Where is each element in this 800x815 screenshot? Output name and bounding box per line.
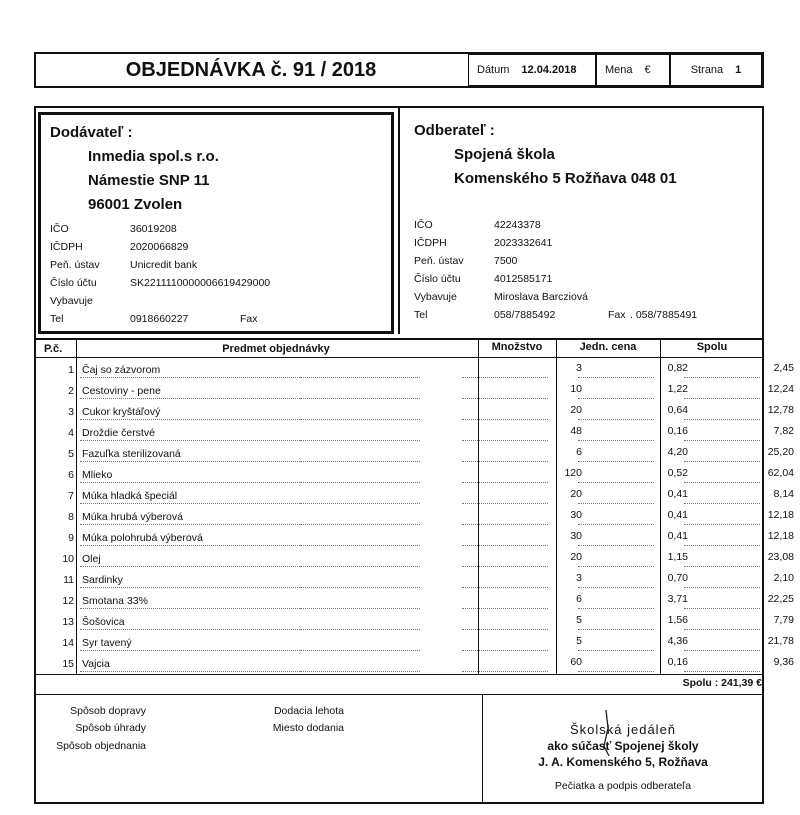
table-row <box>36 507 794 528</box>
row-dotted-rule <box>462 503 548 504</box>
row-dotted-rule <box>578 377 654 378</box>
row-name: Smotana 33% <box>82 595 148 607</box>
supplier-account: Číslo účtu SK2211110000006619429000 <box>50 277 271 289</box>
row-price: 1,15 <box>667 551 688 563</box>
row-dotted-rule <box>684 524 760 525</box>
row-qty: 30 <box>570 509 582 521</box>
customer-ico: IČO 42243378 <box>414 219 541 231</box>
row-qty: 10 <box>570 383 582 395</box>
row-num: 13 <box>62 616 74 628</box>
row-qty: 20 <box>570 551 582 563</box>
row-dotted-rule <box>684 377 760 378</box>
row-dotted-rule <box>684 671 760 672</box>
row-dotted-rule <box>578 671 654 672</box>
row-total: 9,36 <box>773 656 794 668</box>
col-item-header: Predmet objednávky <box>222 343 330 355</box>
place-label: Miesto dodania <box>272 722 344 734</box>
row-price: 1,56 <box>667 614 688 626</box>
row-num: 1 <box>68 364 74 376</box>
row-dotted-rule <box>684 440 760 441</box>
row-price: 0,16 <box>667 656 688 668</box>
row-dotted-rule <box>300 482 420 483</box>
row-dotted-rule <box>80 419 300 420</box>
customer-handler: Vybavuje Miroslava Barcziová <box>414 291 588 303</box>
row-qty: 120 <box>564 467 582 479</box>
table-row <box>36 465 794 486</box>
row-name: Syr tavený <box>82 637 132 649</box>
row-dotted-rule <box>300 629 420 630</box>
supplier-ico: IČO 36019208 <box>50 223 177 235</box>
row-dotted-rule <box>578 650 654 651</box>
row-dotted-rule <box>300 398 420 399</box>
row-name: Droždie čerstvé <box>82 427 155 439</box>
row-num: 10 <box>62 553 74 565</box>
table-row <box>36 360 794 381</box>
row-dotted-rule <box>80 482 300 483</box>
row-dotted-rule <box>684 398 760 399</box>
signature-mark <box>592 708 622 758</box>
row-dotted-rule <box>578 587 654 588</box>
row-num: 14 <box>62 637 74 649</box>
row-dotted-rule <box>300 461 420 462</box>
stamp-line-2: ako súčasť Spojenej školy <box>547 739 699 753</box>
row-dotted-rule <box>462 461 548 462</box>
row-dotted-rule <box>80 587 300 588</box>
row-dotted-rule <box>80 545 300 546</box>
row-price: 0,41 <box>667 488 688 500</box>
row-dotted-rule <box>300 419 420 420</box>
row-total: 21,78 <box>767 635 794 647</box>
row-price: 0,52 <box>667 467 688 479</box>
row-name: Vajcia <box>82 658 110 670</box>
row-dotted-rule <box>80 461 300 462</box>
row-dotted-rule <box>80 629 300 630</box>
row-qty: 5 <box>576 614 582 626</box>
row-dotted-rule <box>300 650 420 651</box>
row-dotted-rule <box>684 419 760 420</box>
row-total: 7,82 <box>773 425 794 437</box>
sum-label: Spolu : <box>682 677 719 689</box>
row-dotted-rule <box>462 545 548 546</box>
footer-divider <box>482 694 483 804</box>
supplier-title: Dodávateľ : <box>50 124 133 141</box>
row-qty: 48 <box>570 425 582 437</box>
row-dotted-rule <box>462 524 548 525</box>
row-dotted-rule <box>80 398 300 399</box>
row-dotted-rule <box>300 524 420 525</box>
row-qty: 6 <box>576 446 582 458</box>
currency-value: € <box>644 64 651 76</box>
table-row <box>36 654 794 675</box>
row-dotted-rule <box>684 545 760 546</box>
row-dotted-rule <box>80 566 300 567</box>
table-header-line <box>34 357 764 358</box>
row-num: 2 <box>68 385 74 397</box>
row-dotted-rule <box>462 440 548 441</box>
row-price: 0,41 <box>667 530 688 542</box>
supplier-city: 96001 Zvolen <box>88 196 183 213</box>
supplier-icdph: IČDPH 2020066829 <box>50 241 189 253</box>
row-dotted-rule <box>578 629 654 630</box>
col-total-header: Spolu <box>696 341 728 353</box>
date-value: 12.04.2018 <box>521 64 577 76</box>
row-dotted-rule <box>300 587 420 588</box>
stamp-line-3: J. A. Komenského 5, Rožňava <box>538 755 708 769</box>
row-dotted-rule <box>462 608 548 609</box>
order-label: Spôsob objednania <box>56 740 146 752</box>
row-num: 4 <box>68 427 74 439</box>
table-row <box>36 423 794 444</box>
row-dotted-rule <box>80 524 300 525</box>
row-dotted-rule <box>80 671 300 672</box>
page-cell <box>670 54 762 86</box>
customer-icdph: IČDPH 2023332641 <box>414 237 553 249</box>
row-price: 1,22 <box>667 383 688 395</box>
col-qty-header: Množstvo <box>491 341 543 353</box>
row-name: Mlieko <box>82 469 113 481</box>
supplier-contact: Tel 0918660227 Fax <box>50 313 258 325</box>
row-num: 9 <box>68 532 74 544</box>
row-num: 15 <box>62 658 74 670</box>
row-num: 5 <box>68 448 74 460</box>
row-total: 12,18 <box>767 530 794 542</box>
row-total: 12,24 <box>767 383 794 395</box>
row-price: 0,70 <box>667 572 688 584</box>
row-total: 7,79 <box>773 614 794 626</box>
currency-cell <box>596 54 670 86</box>
row-dotted-rule <box>684 566 760 567</box>
row-num: 7 <box>68 490 74 502</box>
row-total: 62,04 <box>767 467 794 479</box>
sum-row <box>600 677 762 689</box>
row-dotted-rule <box>300 377 420 378</box>
row-qty: 3 <box>576 362 582 374</box>
party-divider <box>398 108 400 334</box>
row-dotted-rule <box>80 440 300 441</box>
row-dotted-rule <box>684 650 760 651</box>
row-dotted-rule <box>462 419 548 420</box>
delivery-label: Dodacia lehota <box>273 705 344 717</box>
row-qty: 6 <box>576 593 582 605</box>
row-dotted-rule <box>462 671 548 672</box>
row-dotted-rule <box>462 482 548 483</box>
row-dotted-rule <box>578 461 654 462</box>
row-qty: 5 <box>576 635 582 647</box>
row-name: Fazuľka sterilizovaná <box>82 448 181 460</box>
row-dotted-rule <box>684 608 760 609</box>
row-total: 12,78 <box>767 404 794 416</box>
customer-fields <box>414 216 754 324</box>
row-price: 0,41 <box>667 509 688 521</box>
table-row <box>36 549 794 570</box>
row-dotted-rule <box>462 587 548 588</box>
stamp-line-1: Školská jedáleň <box>569 722 677 737</box>
page-label: Strana <box>690 64 724 76</box>
date-label: Dátum <box>477 64 510 76</box>
row-qty: 3 <box>576 572 582 584</box>
row-dotted-rule <box>578 566 654 567</box>
row-dotted-rule <box>578 398 654 399</box>
row-price: 0,82 <box>667 362 688 374</box>
row-dotted-rule <box>684 482 760 483</box>
row-num: 3 <box>68 406 74 418</box>
row-dotted-rule <box>80 650 300 651</box>
row-qty: 60 <box>570 656 582 668</box>
school-stamp <box>490 722 756 770</box>
table-row <box>36 528 794 549</box>
customer-bank: Peň. ústav 7500 <box>414 255 518 267</box>
row-dotted-rule <box>300 671 420 672</box>
table-row <box>36 486 794 507</box>
row-name: Múka hladká špeciál <box>82 490 178 502</box>
table-top-line <box>34 338 764 340</box>
row-name: Olej <box>82 553 101 565</box>
row-dotted-rule <box>300 608 420 609</box>
row-name: Cestoviny - pene <box>82 385 161 397</box>
table-row <box>36 570 794 591</box>
row-total: 25,20 <box>767 446 794 458</box>
row-price: 3,71 <box>667 593 688 605</box>
row-qty: 20 <box>570 488 582 500</box>
row-dotted-rule <box>462 377 548 378</box>
row-dotted-rule <box>578 524 654 525</box>
row-dotted-rule <box>80 503 300 504</box>
row-dotted-rule <box>684 587 760 588</box>
row-dotted-rule <box>300 440 420 441</box>
supplier-fields <box>50 220 380 328</box>
customer-title: Odberateľ : <box>414 122 495 139</box>
row-total: 2,10 <box>773 572 794 584</box>
row-qty: 20 <box>570 404 582 416</box>
row-num: 8 <box>68 511 74 523</box>
sum-value: 241,39 € <box>721 677 762 689</box>
row-dotted-rule <box>300 545 420 546</box>
row-dotted-rule <box>684 629 760 630</box>
row-num: 12 <box>62 595 74 607</box>
row-price: 0,16 <box>667 425 688 437</box>
sum-line <box>34 694 764 695</box>
customer-contact: Tel 058/7885492 Fax . 058/7885491 <box>414 309 698 321</box>
customer-name: Spojená škola <box>454 146 555 163</box>
row-name: Čaj so zázvorom <box>82 364 161 376</box>
supplier-bank: Peň. ústav Unicredit bank <box>50 259 198 271</box>
row-dotted-rule <box>462 629 548 630</box>
row-qty: 30 <box>570 530 582 542</box>
table-row <box>36 402 794 423</box>
row-dotted-rule <box>300 503 420 504</box>
row-total: 22,25 <box>767 593 794 605</box>
col-num-header: P.č. <box>44 343 63 355</box>
row-dotted-rule <box>300 566 420 567</box>
table-row <box>36 612 794 633</box>
table-bottom-line <box>34 674 764 675</box>
row-price: 4,20 <box>667 446 688 458</box>
row-price: 4,36 <box>667 635 688 647</box>
customer-street: Komenského 5 Rožňava 048 01 <box>454 170 677 187</box>
row-dotted-rule <box>80 377 300 378</box>
row-dotted-rule <box>578 503 654 504</box>
row-name: Sardinky <box>82 574 123 586</box>
col-price-header: Jedn. cena <box>579 341 637 353</box>
row-name: Múka polohrubá výberová <box>82 532 203 544</box>
row-dotted-rule <box>578 545 654 546</box>
row-dotted-rule <box>462 650 548 651</box>
row-dotted-rule <box>684 503 760 504</box>
supplier-name: Inmedia spol.s r.o. <box>88 148 219 165</box>
row-total: 8,14 <box>773 488 794 500</box>
row-total: 12,18 <box>767 509 794 521</box>
row-name: Cukor kryštáľový <box>82 406 161 418</box>
row-dotted-rule <box>578 608 654 609</box>
payment-label: Spôsob úhrady <box>75 722 146 734</box>
row-dotted-rule <box>462 566 548 567</box>
supplier-handler: Vybavuje <box>50 295 93 307</box>
customer-account: Číslo účtu 4012585171 <box>414 273 553 285</box>
date-cell <box>468 54 596 86</box>
row-dotted-rule <box>578 419 654 420</box>
page-value: 1 <box>735 64 742 76</box>
row-name: Šošovica <box>82 616 125 628</box>
table-row <box>36 591 794 612</box>
currency-label: Mena <box>605 64 633 76</box>
row-dotted-rule <box>578 440 654 441</box>
row-dotted-rule <box>80 608 300 609</box>
row-dotted-rule <box>684 461 760 462</box>
row-price: 0,64 <box>667 404 688 416</box>
transport-label: Spôsob dopravy <box>70 705 146 717</box>
row-name: Múka hrubá výberová <box>82 511 183 523</box>
row-num: 6 <box>68 469 74 481</box>
row-total: 2,45 <box>773 362 794 374</box>
table-row <box>36 444 794 465</box>
supplier-street: Námestie SNP 11 <box>88 172 210 189</box>
page-title: OBJEDNÁVKA č. 91 / 2018 <box>125 58 377 81</box>
row-dotted-rule <box>578 482 654 483</box>
row-dotted-rule <box>462 398 548 399</box>
table-row <box>36 633 794 654</box>
row-total: 23,08 <box>767 551 794 563</box>
row-num: 11 <box>63 574 74 586</box>
signature-caption: Pečiatka a podpis odberateľa <box>554 780 692 792</box>
table-row <box>36 381 794 402</box>
